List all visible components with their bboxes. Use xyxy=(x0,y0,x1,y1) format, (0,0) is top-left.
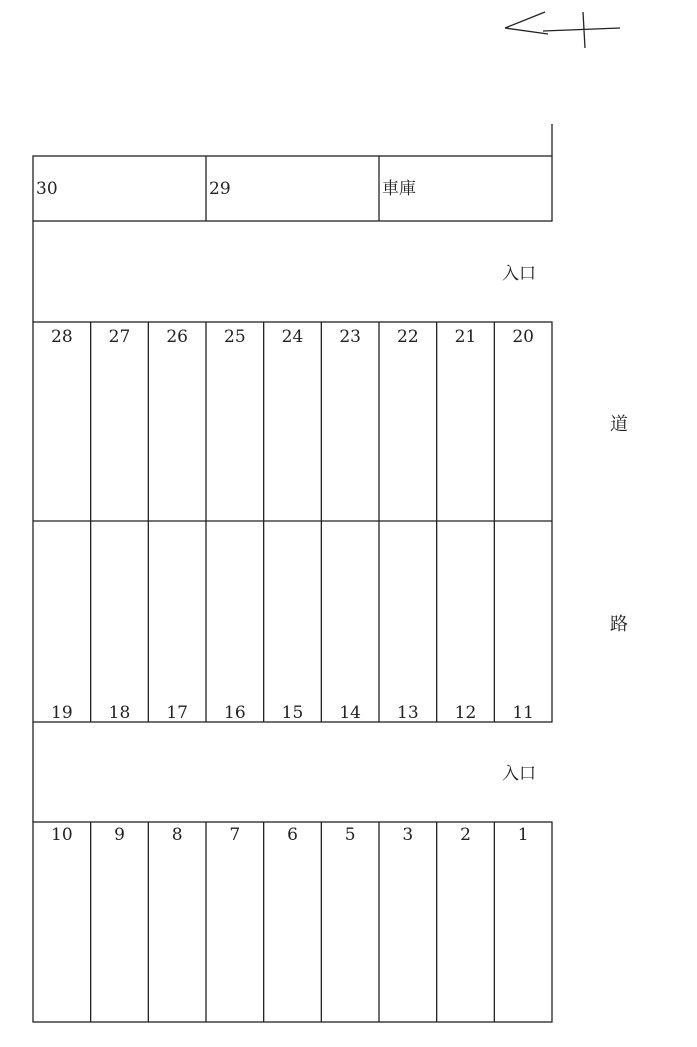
space-label-row-b: 14 xyxy=(339,703,361,723)
space-label-row-c: 10 xyxy=(51,825,73,845)
space-label-row-c: 2 xyxy=(460,825,471,845)
top-row-frame xyxy=(33,156,552,221)
space-label-row-c: 7 xyxy=(229,825,241,845)
space-label-row-a: 23 xyxy=(339,327,361,347)
space-label-row-b: 11 xyxy=(512,703,534,723)
space-label-row-b: 18 xyxy=(108,703,131,723)
space-label-row-c: 3 xyxy=(402,825,414,845)
space-label-row-c: 9 xyxy=(114,825,125,845)
space-label-row-c: 5 xyxy=(344,825,356,845)
space-label-row-a: 25 xyxy=(224,327,246,347)
space-label-row-a: 27 xyxy=(108,327,131,347)
north-arrow-icon xyxy=(505,12,620,48)
space-label-row-b: 17 xyxy=(166,703,188,723)
space-label-row-a: 20 xyxy=(512,327,534,347)
space-label-row-b: 19 xyxy=(51,703,73,723)
space-label-row-b: 16 xyxy=(224,703,246,723)
road-label-bottom: 路 xyxy=(610,614,628,635)
space-label-row-c: 8 xyxy=(171,825,183,845)
space-29-label: 29 xyxy=(209,179,231,199)
entrance-upper-label: 入口 xyxy=(502,264,536,284)
space-label-row-b: 15 xyxy=(281,703,304,723)
space-label-row-c: 1 xyxy=(517,825,529,845)
space-30-label: 30 xyxy=(36,179,58,199)
entrance-lower-label: 入口 xyxy=(502,764,536,784)
space-label-row-a: 24 xyxy=(281,327,304,347)
garage-label: 車庫 xyxy=(382,179,416,199)
road-label-top: 道 xyxy=(610,414,628,435)
space-label-row-a: 28 xyxy=(51,327,73,347)
space-label-row-a: 21 xyxy=(454,327,477,347)
space-label-row-c: 6 xyxy=(287,825,298,845)
bottom-block-frame xyxy=(33,822,552,1022)
space-label-row-a: 26 xyxy=(166,327,188,347)
space-label-row-a: 22 xyxy=(397,327,419,347)
space-label-row-b: 12 xyxy=(454,703,477,723)
space-label-row-b: 13 xyxy=(397,703,419,723)
middle-block-frame xyxy=(33,322,552,722)
